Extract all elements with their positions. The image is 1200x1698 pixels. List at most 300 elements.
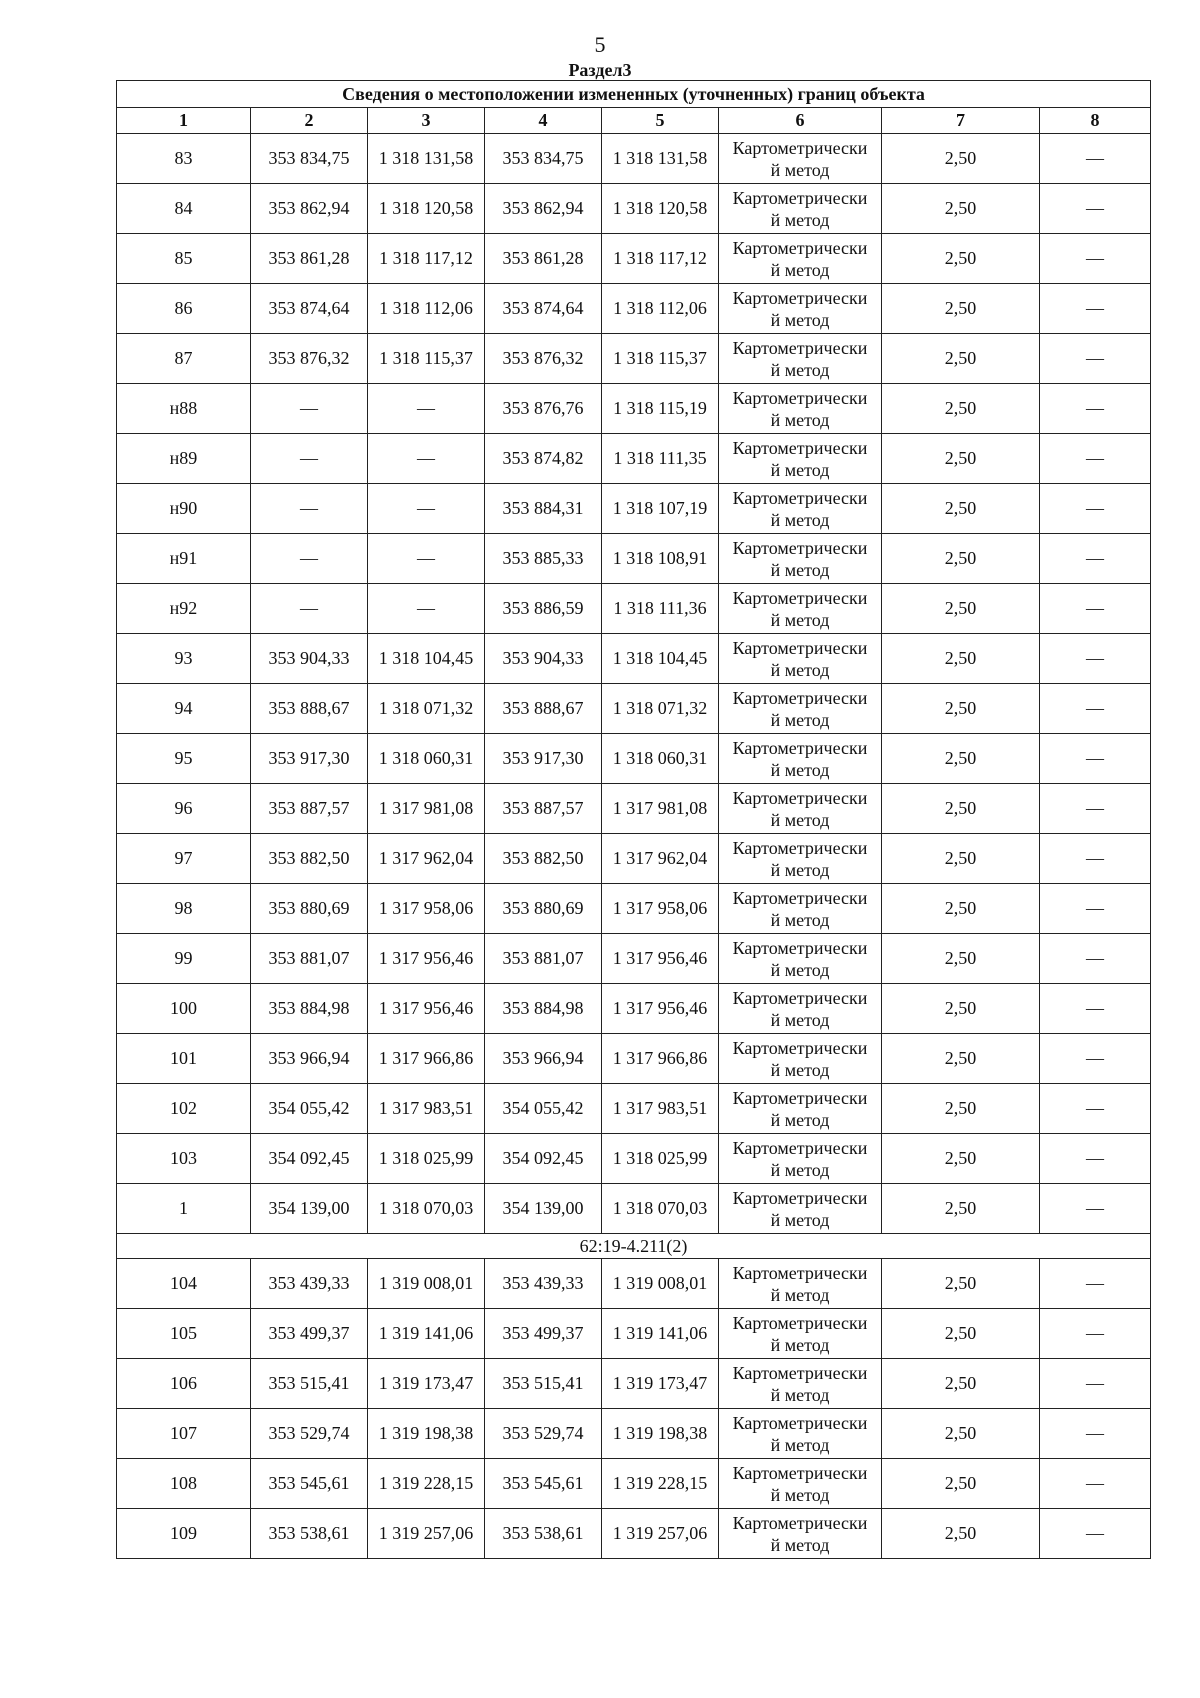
point-label: 100 (117, 984, 251, 1034)
method-line1: Картометрически (732, 137, 868, 158)
method-cell (719, 1409, 882, 1459)
new-y-cell: 1 319 141,06 (602, 1309, 719, 1359)
method-cell (719, 1309, 882, 1359)
point-label: 105 (117, 1309, 251, 1359)
table-caption: Сведения о местоположении измененных (уточненных) границ объекта (117, 81, 1151, 108)
description-cell: — (1040, 884, 1151, 934)
precision-cell: 2,50 (882, 984, 1040, 1034)
method-cell (719, 284, 882, 334)
precision-cell: 2,50 (882, 784, 1040, 834)
table-row (117, 534, 1151, 584)
old-x-cell: 353 917,30 (251, 734, 368, 784)
new-x-cell: 353 876,76 (485, 384, 602, 434)
old-y-cell: 1 318 112,06 (368, 284, 485, 334)
table-row (117, 584, 1151, 634)
precision-cell: 2,50 (882, 234, 1040, 284)
method-line2: й метод (770, 1334, 830, 1355)
old-x-cell: 353 880,69 (251, 884, 368, 934)
precision-cell: 2,50 (882, 584, 1040, 634)
old-x-cell: 353 515,41 (251, 1359, 368, 1409)
point-label: 108 (117, 1459, 251, 1509)
old-y-cell: 1 317 956,46 (368, 934, 485, 984)
new-x-cell: 353 834,75 (485, 134, 602, 184)
description-cell: — (1040, 284, 1151, 334)
new-x-cell: 353 885,33 (485, 534, 602, 584)
precision-cell: 2,50 (882, 634, 1040, 684)
method-line1: Картометрически (732, 437, 868, 458)
method-line2: й метод (770, 1009, 830, 1030)
method-cell (719, 884, 882, 934)
new-y-cell: 1 318 131,58 (602, 134, 719, 184)
new-x-cell: 353 887,57 (485, 784, 602, 834)
method-line1: Картометрически (732, 987, 868, 1008)
precision-cell: 2,50 (882, 284, 1040, 334)
description-cell: — (1040, 534, 1151, 584)
old-x-cell: 354 055,42 (251, 1084, 368, 1134)
old-x-cell: — (251, 434, 368, 484)
method-cell (719, 634, 882, 684)
method-line2: й метод (770, 1384, 830, 1405)
precision-cell: 2,50 (882, 1259, 1040, 1309)
column-number: 8 (1040, 108, 1151, 134)
method-line2: й метод (770, 659, 830, 680)
table-row (117, 984, 1151, 1034)
old-y-cell: 1 319 257,06 (368, 1509, 485, 1559)
description-cell: — (1040, 684, 1151, 734)
new-x-cell: 353 876,32 (485, 334, 602, 384)
new-x-cell: 353 880,69 (485, 884, 602, 934)
point-label: н92 (117, 584, 251, 634)
method-line2: й метод (770, 159, 830, 180)
column-number: 3 (368, 108, 485, 134)
method-line2: й метод (770, 359, 830, 380)
new-x-cell: 353 884,98 (485, 984, 602, 1034)
precision-cell: 2,50 (882, 534, 1040, 584)
old-y-cell: 1 319 008,01 (368, 1259, 485, 1309)
point-label: 99 (117, 934, 251, 984)
method-line1: Картометрически (732, 937, 868, 958)
old-x-cell: 354 092,45 (251, 1134, 368, 1184)
method-line2: й метод (770, 759, 830, 780)
point-label: н89 (117, 434, 251, 484)
new-x-cell: 353 861,28 (485, 234, 602, 284)
method-line1: Картометрически (732, 1362, 868, 1383)
new-y-cell: 1 318 120,58 (602, 184, 719, 234)
method-line1: Картометрически (732, 1462, 868, 1483)
precision-cell: 2,50 (882, 1084, 1040, 1134)
description-cell: — (1040, 1134, 1151, 1184)
old-y-cell: 1 318 104,45 (368, 634, 485, 684)
method-cell (719, 734, 882, 784)
method-line1: Картометрически (732, 187, 868, 208)
new-y-cell: 1 318 111,35 (602, 434, 719, 484)
old-x-cell: — (251, 584, 368, 634)
old-x-cell: 353 499,37 (251, 1309, 368, 1359)
old-x-cell: 353 881,07 (251, 934, 368, 984)
method-cell (719, 1184, 882, 1234)
table-row (117, 634, 1151, 684)
table-body (117, 134, 1151, 1559)
point-label: 85 (117, 234, 251, 284)
method-cell (719, 1359, 882, 1409)
method-line2: й метод (770, 1434, 830, 1455)
point-label: 107 (117, 1409, 251, 1459)
method-line2: й метод (770, 1484, 830, 1505)
old-x-cell: 353 904,33 (251, 634, 368, 684)
table-row (117, 1259, 1151, 1309)
new-y-cell: 1 319 198,38 (602, 1409, 719, 1459)
method-cell (719, 1509, 882, 1559)
new-y-cell: 1 318 070,03 (602, 1184, 719, 1234)
table-row (117, 384, 1151, 434)
table-row (117, 334, 1151, 384)
old-y-cell: — (368, 534, 485, 584)
old-y-cell: 1 317 962,04 (368, 834, 485, 884)
point-label: 101 (117, 1034, 251, 1084)
method-line1: Картометрически (732, 487, 868, 508)
table-row (117, 1134, 1151, 1184)
method-line2: й метод (770, 809, 830, 830)
method-line2: й метод (770, 559, 830, 580)
method-line1: Картометрически (732, 337, 868, 358)
new-y-cell: 1 317 981,08 (602, 784, 719, 834)
new-y-cell: 1 318 115,37 (602, 334, 719, 384)
description-cell: — (1040, 584, 1151, 634)
method-line2: й метод (770, 309, 830, 330)
description-cell: — (1040, 1184, 1151, 1234)
precision-cell: 2,50 (882, 1184, 1040, 1234)
table-row (117, 1084, 1151, 1134)
old-y-cell: 1 317 983,51 (368, 1084, 485, 1134)
description-cell: — (1040, 734, 1151, 784)
method-cell (719, 684, 882, 734)
old-x-cell: 354 139,00 (251, 1184, 368, 1234)
description-cell: — (1040, 1359, 1151, 1409)
point-label: 84 (117, 184, 251, 234)
method-line1: Картометрически (732, 1187, 868, 1208)
old-y-cell: 1 319 141,06 (368, 1309, 485, 1359)
method-cell (719, 334, 882, 384)
point-label: н88 (117, 384, 251, 434)
new-x-cell: 353 545,61 (485, 1459, 602, 1509)
table-row (117, 1509, 1151, 1559)
precision-cell: 2,50 (882, 1409, 1040, 1459)
old-x-cell: 353 862,94 (251, 184, 368, 234)
old-x-cell: 353 834,75 (251, 134, 368, 184)
method-line1: Картометрически (732, 1137, 868, 1158)
method-line2: й метод (770, 1109, 830, 1130)
description-cell: — (1040, 1509, 1151, 1559)
precision-cell: 2,50 (882, 484, 1040, 534)
new-x-cell: 354 055,42 (485, 1084, 602, 1134)
method-line2: й метод (770, 409, 830, 430)
table-row (117, 434, 1151, 484)
table-row (117, 684, 1151, 734)
point-label: 95 (117, 734, 251, 784)
description-cell: — (1040, 934, 1151, 984)
old-x-cell: — (251, 484, 368, 534)
point-label: 86 (117, 284, 251, 334)
method-cell (719, 134, 882, 184)
method-line1: Картометрически (732, 887, 868, 908)
new-x-cell: 353 966,94 (485, 1034, 602, 1084)
old-y-cell: 1 318 117,12 (368, 234, 485, 284)
precision-cell: 2,50 (882, 384, 1040, 434)
description-cell: — (1040, 484, 1151, 534)
description-cell: — (1040, 634, 1151, 684)
description-cell: — (1040, 384, 1151, 434)
method-line1: Картометрически (732, 387, 868, 408)
method-line1: Картометрически (732, 287, 868, 308)
method-cell (719, 584, 882, 634)
new-y-cell: 1 318 025,99 (602, 1134, 719, 1184)
new-y-cell: 1 318 104,45 (602, 634, 719, 684)
old-y-cell: — (368, 584, 485, 634)
method-cell (719, 434, 882, 484)
new-x-cell: 353 862,94 (485, 184, 602, 234)
table-row (117, 934, 1151, 984)
new-x-cell: 353 439,33 (485, 1259, 602, 1309)
new-x-cell: 353 917,30 (485, 734, 602, 784)
description-cell: — (1040, 984, 1151, 1034)
point-label: 1 (117, 1184, 251, 1234)
point-label: 87 (117, 334, 251, 384)
description-cell: — (1040, 1309, 1151, 1359)
point-label: 97 (117, 834, 251, 884)
column-number: 7 (882, 108, 1040, 134)
new-x-cell: 353 874,82 (485, 434, 602, 484)
table-row (117, 1359, 1151, 1409)
method-cell (719, 1459, 882, 1509)
description-cell: — (1040, 334, 1151, 384)
coordinates-table (116, 80, 1151, 1559)
method-line1: Картометрически (732, 687, 868, 708)
old-x-cell: 353 545,61 (251, 1459, 368, 1509)
method-line2: й метод (770, 259, 830, 280)
precision-cell: 2,50 (882, 1134, 1040, 1184)
old-y-cell: 1 318 131,58 (368, 134, 485, 184)
new-x-cell: 353 888,67 (485, 684, 602, 734)
method-line2: й метод (770, 609, 830, 630)
table-row (117, 1184, 1151, 1234)
method-line1: Картометрически (732, 1087, 868, 1108)
method-line1: Картометрически (732, 1312, 868, 1333)
precision-cell: 2,50 (882, 834, 1040, 884)
new-y-cell: 1 319 008,01 (602, 1259, 719, 1309)
method-line2: й метод (770, 909, 830, 930)
table-row (117, 784, 1151, 834)
method-line1: Картометрически (732, 1262, 868, 1283)
new-y-cell: 1 318 071,32 (602, 684, 719, 734)
method-line2: й метод (770, 1209, 830, 1230)
old-y-cell: — (368, 384, 485, 434)
method-line1: Картометрически (732, 1412, 868, 1433)
point-label: 83 (117, 134, 251, 184)
method-line2: й метод (770, 1284, 830, 1305)
table-row (117, 184, 1151, 234)
point-label: 106 (117, 1359, 251, 1409)
description-cell: — (1040, 1459, 1151, 1509)
method-cell (719, 1134, 882, 1184)
method-line1: Картометрически (732, 1037, 868, 1058)
method-line2: й метод (770, 1159, 830, 1180)
old-y-cell: — (368, 484, 485, 534)
old-x-cell: 353 876,32 (251, 334, 368, 384)
new-y-cell: 1 318 117,12 (602, 234, 719, 284)
point-label: 93 (117, 634, 251, 684)
method-cell (719, 1034, 882, 1084)
new-y-cell: 1 318 115,19 (602, 384, 719, 434)
new-y-cell: 1 317 983,51 (602, 1084, 719, 1134)
column-number-row (117, 108, 1151, 134)
point-label: 103 (117, 1134, 251, 1184)
column-number: 4 (485, 108, 602, 134)
precision-cell: 2,50 (882, 1034, 1040, 1084)
description-cell: — (1040, 134, 1151, 184)
method-cell (719, 784, 882, 834)
precision-cell: 2,50 (882, 1509, 1040, 1559)
old-x-cell: 353 874,64 (251, 284, 368, 334)
precision-cell: 2,50 (882, 334, 1040, 384)
old-y-cell: 1 318 071,32 (368, 684, 485, 734)
description-cell: — (1040, 434, 1151, 484)
precision-cell: 2,50 (882, 1359, 1040, 1409)
description-cell: — (1040, 1259, 1151, 1309)
method-cell (719, 834, 882, 884)
column-number: 6 (719, 108, 882, 134)
table-row (117, 884, 1151, 934)
old-y-cell: — (368, 434, 485, 484)
new-y-cell: 1 317 966,86 (602, 1034, 719, 1084)
page-number: 5 (594, 32, 606, 57)
column-number: 5 (602, 108, 719, 134)
new-y-cell: 1 319 173,47 (602, 1359, 719, 1409)
method-line1: Картометрически (732, 787, 868, 808)
method-line1: Картометрически (732, 1512, 868, 1533)
new-y-cell: 1 318 108,91 (602, 534, 719, 584)
method-line2: й метод (770, 509, 830, 530)
new-x-cell: 353 882,50 (485, 834, 602, 884)
point-label: 98 (117, 884, 251, 934)
description-cell: — (1040, 1409, 1151, 1459)
point-label: 96 (117, 784, 251, 834)
new-y-cell: 1 318 107,19 (602, 484, 719, 534)
new-y-cell: 1 318 112,06 (602, 284, 719, 334)
old-y-cell: 1 318 120,58 (368, 184, 485, 234)
method-line2: й метод (770, 209, 830, 230)
method-line1: Картометрически (732, 237, 868, 258)
group-row (117, 1234, 1151, 1259)
old-x-cell: 353 529,74 (251, 1409, 368, 1459)
method-cell (719, 234, 882, 284)
old-x-cell: 353 887,57 (251, 784, 368, 834)
new-y-cell: 1 317 958,06 (602, 884, 719, 934)
column-number: 1 (117, 108, 251, 134)
new-x-cell: 354 139,00 (485, 1184, 602, 1234)
old-y-cell: 1 319 198,38 (368, 1409, 485, 1459)
new-x-cell: 353 499,37 (485, 1309, 602, 1359)
table-row (117, 734, 1151, 784)
precision-cell: 2,50 (882, 934, 1040, 984)
old-x-cell: 353 966,94 (251, 1034, 368, 1084)
old-y-cell: 1 318 060,31 (368, 734, 485, 784)
table-row (117, 1459, 1151, 1509)
section-title: Раздел3 (568, 60, 632, 80)
point-label: 109 (117, 1509, 251, 1559)
new-x-cell: 353 538,61 (485, 1509, 602, 1559)
table-row (117, 284, 1151, 334)
precision-cell: 2,50 (882, 734, 1040, 784)
method-cell (719, 484, 882, 534)
method-line2: й метод (770, 859, 830, 880)
old-x-cell: 353 538,61 (251, 1509, 368, 1559)
old-y-cell: 1 318 025,99 (368, 1134, 485, 1184)
description-cell: — (1040, 1084, 1151, 1134)
precision-cell: 2,50 (882, 134, 1040, 184)
old-y-cell: 1 319 173,47 (368, 1359, 485, 1409)
method-line2: й метод (770, 1059, 830, 1080)
old-y-cell: 1 317 981,08 (368, 784, 485, 834)
method-cell (719, 184, 882, 234)
old-x-cell: — (251, 384, 368, 434)
new-x-cell: 353 884,31 (485, 484, 602, 534)
old-x-cell: 353 882,50 (251, 834, 368, 884)
new-x-cell: 353 874,64 (485, 284, 602, 334)
method-line1: Картометрически (732, 587, 868, 608)
old-x-cell: — (251, 534, 368, 584)
method-cell (719, 934, 882, 984)
old-x-cell: 353 861,28 (251, 234, 368, 284)
old-y-cell: 1 317 956,46 (368, 984, 485, 1034)
method-line2: й метод (770, 1534, 830, 1555)
precision-cell: 2,50 (882, 434, 1040, 484)
table-row (117, 234, 1151, 284)
old-y-cell: 1 318 115,37 (368, 334, 485, 384)
table-row (117, 1409, 1151, 1459)
description-cell: — (1040, 184, 1151, 234)
precision-cell: 2,50 (882, 184, 1040, 234)
method-line1: Картометрически (732, 737, 868, 758)
new-y-cell: 1 318 060,31 (602, 734, 719, 784)
new-y-cell: 1 317 962,04 (602, 834, 719, 884)
method-cell (719, 984, 882, 1034)
group-label: 62:19-4.211(2) (117, 1234, 1151, 1259)
method-line1: Картометрически (732, 837, 868, 858)
table-row (117, 134, 1151, 184)
table-row (117, 1309, 1151, 1359)
point-label: 102 (117, 1084, 251, 1134)
method-line1: Картометрически (732, 637, 868, 658)
new-x-cell: 353 529,74 (485, 1409, 602, 1459)
old-y-cell: 1 318 070,03 (368, 1184, 485, 1234)
point-label: 104 (117, 1259, 251, 1309)
point-label: н91 (117, 534, 251, 584)
precision-cell: 2,50 (882, 1459, 1040, 1509)
new-x-cell: 353 886,59 (485, 584, 602, 634)
description-cell: — (1040, 834, 1151, 884)
precision-cell: 2,50 (882, 1309, 1040, 1359)
new-y-cell: 1 319 257,06 (602, 1509, 719, 1559)
point-label: 94 (117, 684, 251, 734)
new-y-cell: 1 319 228,15 (602, 1459, 719, 1509)
old-y-cell: 1 317 958,06 (368, 884, 485, 934)
old-x-cell: 353 888,67 (251, 684, 368, 734)
new-y-cell: 1 317 956,46 (602, 984, 719, 1034)
new-x-cell: 354 092,45 (485, 1134, 602, 1184)
method-line2: й метод (770, 959, 830, 980)
column-number: 2 (251, 108, 368, 134)
precision-cell: 2,50 (882, 884, 1040, 934)
